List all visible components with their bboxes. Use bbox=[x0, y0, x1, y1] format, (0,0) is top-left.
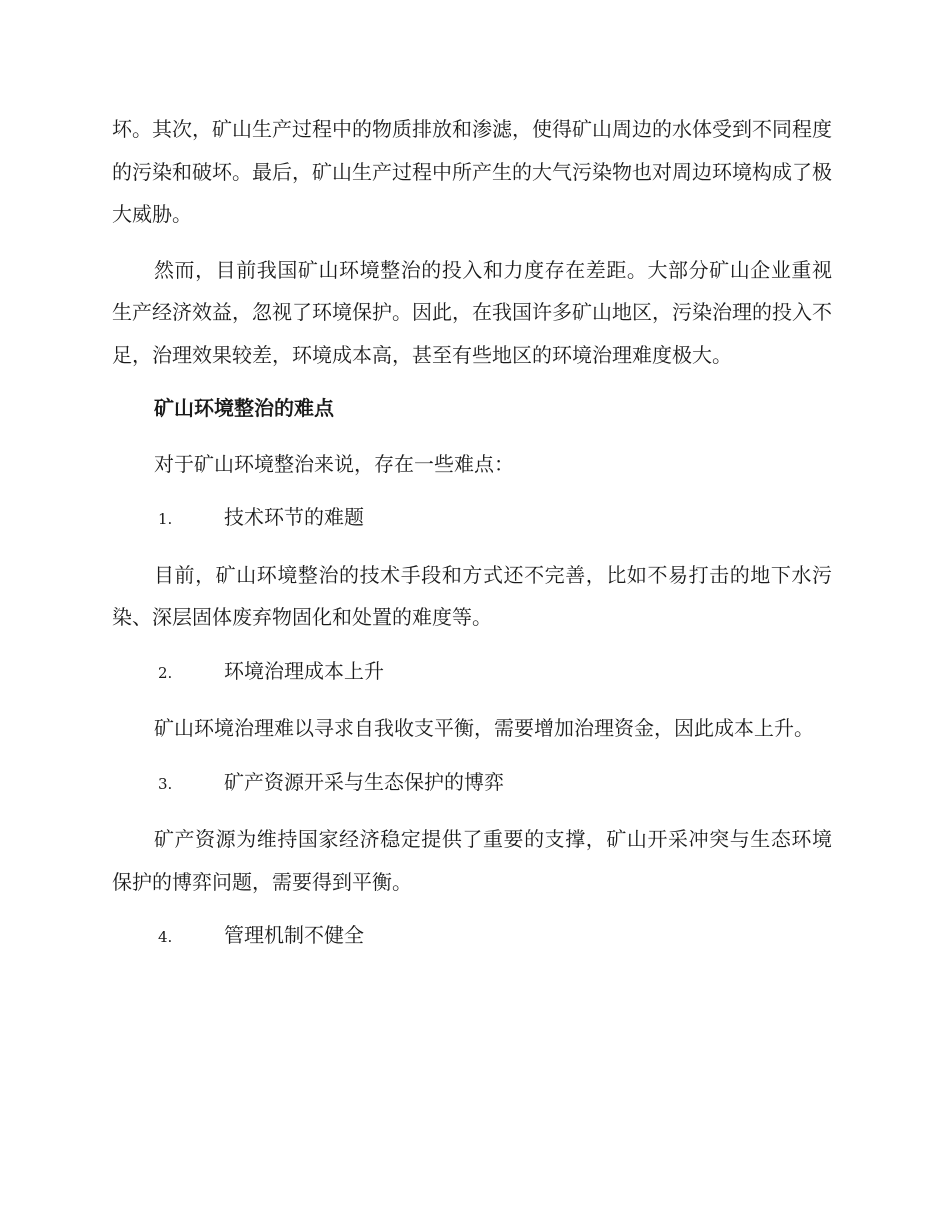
list-number: 3. bbox=[158, 774, 173, 793]
list-item-title: 矿产资源开采与生态保护的博弈 bbox=[224, 769, 504, 794]
intro-paragraph: 对于矿山环境整治来说，存在一些难点： bbox=[154, 451, 514, 476]
paragraph-continuation: 坏。其次，矿山生产过程中的物质排放和渗滤，使得矿山周边的水体受到不同程度的污染和破坏。最后，矿山生产过程中所产生的大气污染物也对周边环境构成了极大威胁。 bbox=[112, 117, 832, 226]
list-item-body: 矿山环境治理难以寻求自我收支平衡，需要增加治理资金，因此成本上升。 bbox=[154, 716, 814, 740]
list-item-4 bbox=[112, 914, 832, 959]
list-item-title: 技术环节的难题 bbox=[224, 505, 364, 529]
section-heading: 矿山环境整治的难点 bbox=[154, 396, 334, 420]
list-number: 1. bbox=[158, 510, 173, 528]
list-number: 4. bbox=[158, 928, 173, 946]
document-page bbox=[112, 108, 832, 959]
paragraph-investment-gap: 然而，目前我国矿山环境整治的投入和力度存在差距。大部分矿山企业重视生产经济效益，忽视了环境保护。因此，在我国许多矿山地区，污染治理的投入不足，治理效果较差，环境成本高，甚至有些地区的环境治理难度极大。 bbox=[112, 257, 832, 367]
list-item-body: 目前，矿山环境整治的技术手段和方式还不完善，比如不易打击的地下水污染、深层固体废弃物固化和处置的难度等。 bbox=[112, 562, 832, 629]
list-item-1 bbox=[112, 496, 832, 541]
list-number: 2. bbox=[158, 663, 173, 682]
list-item-title: 管理机制不健全 bbox=[224, 923, 364, 947]
list-item-3 bbox=[112, 761, 832, 806]
list-item-title: 环境治理成本上升 bbox=[224, 658, 384, 683]
list-item-2 bbox=[112, 650, 832, 695]
list-item-body: 矿产资源为维持国家经济稳定提供了重要的支撑，矿山开采冲突与生态环境保护的博弈问题，需要得到平衡。 bbox=[112, 827, 832, 894]
